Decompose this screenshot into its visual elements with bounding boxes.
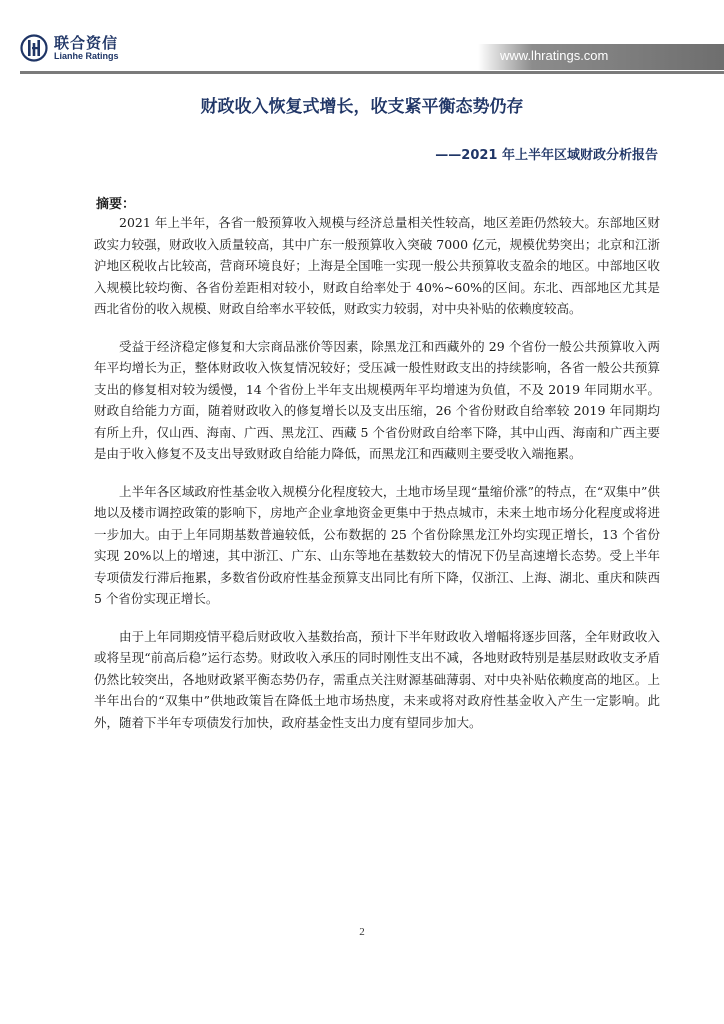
abstract-paragraph-4: 由于上年同期疫情平稳后财政收入基数抬高，预计下半年财政收入增幅将逐步回落，全年财政收入或将呈现“前高后稳”运行态势。财政收入承压的同时刚性支出不减，各地财政特别是基层财政收支矛盾仍然比较突出，各地财政紧平衡态势仍存，需重点关注财源基础薄弱、对中央补贴依赖度高的地区。上半年出台的“双集中”供地政策旨在降低土地市场热度，未来或将对政府性基金收入产生一定影响。此外，随着下半年专项债发行加快，政府基金性支出力度有望同步加大。: [94, 628, 660, 730]
report-title: 财政收入恢复式增长，收支紧平衡态势仍存: [200, 97, 524, 117]
company-logo[interactable]: [20, 34, 119, 62]
lianhe-logo-icon: [20, 34, 48, 62]
logo-english-name: Lianhe Ratings: [54, 51, 119, 61]
abstract-paragraph-1: 2021 年上半年，各省一般预算收入规模与经济总量相关性较高，地区差距仍然较大。东部地区财政实力较强，财政收入质量较高，其中广东一般预算收入突破 7000 亿元，规模优势突出；北京和江浙沪地区税收占比较高，营商环境良好；上海是全国唯一实现一般公共预算收支盈余的地区。中部地区收入规模比较均衡、各省份差距相对较小，财政自给率处于 40%~60%的区间。东北、西部地区尤其是西北省份的收入规模、财政自给率水平较低，财政实力较弱，对中央补贴的依赖度较高。: [94, 215, 660, 316]
page-header: [0, 0, 724, 80]
header-divider: [20, 71, 724, 74]
logo-chinese-name: 联合资信: [54, 34, 119, 52]
abstract-heading: 摘要：: [96, 197, 136, 212]
abstract-body: [94, 212, 660, 749]
page-number: 2: [359, 926, 365, 938]
abstract-paragraph-3: 上半年各区域政府性基金收入规模分化程度较大，土地市场呈现“量缩价涨”的特点，在“双集中”供地以及楼市调控政策的影响下，房地产企业拿地资金更集中于热点城市，未来土地市场分化程度或将进一步加大。由于上年同期基数普遍较低，公布数据的 25 个省份除黑龙江外均实现正增长，13 个省份实现 20%以上的增速，其中浙江、广东、山东等地在基数较大的情况下仍呈高速增长态势。受上半年专项债发行滞后拖累，多数省份政府性基金预算支出同比有所下降，仅浙江、上海、湖北、重庆和陕西 5 个省份实现正增长。: [94, 483, 660, 606]
report-subtitle: ——2021 年上半年区域财政分析报告: [435, 148, 658, 163]
abstract-paragraph-2: 受益于经济稳定修复和大宗商品涨价等因素，除黑龙江和西藏外的 29 个省份一般公共预算收入两年平均增长为正，整体财政收入恢复情况较好；受压减一般性财政支出的持续影响，各省一般公共预算支出的修复相对较为缓慢，14 个省份上半年支出规模两年平均增速为负值，不及 2019 年同期水平。财政自给能力方面，随着财政收入的修复增长以及支出压缩，26 个省份财政自给率较 2019 年同期均有所上升，仅山西、海南、广西、黑龙江、西藏 5 个省份财政自给率下降，其中山西、海南和广西主要是由于收入修复不及支出导致财政自给能力降低，而黑龙江和西藏则主要受收入端拖累。: [94, 338, 660, 461]
website-url-link[interactable]: www.lhratings.com: [500, 48, 609, 63]
